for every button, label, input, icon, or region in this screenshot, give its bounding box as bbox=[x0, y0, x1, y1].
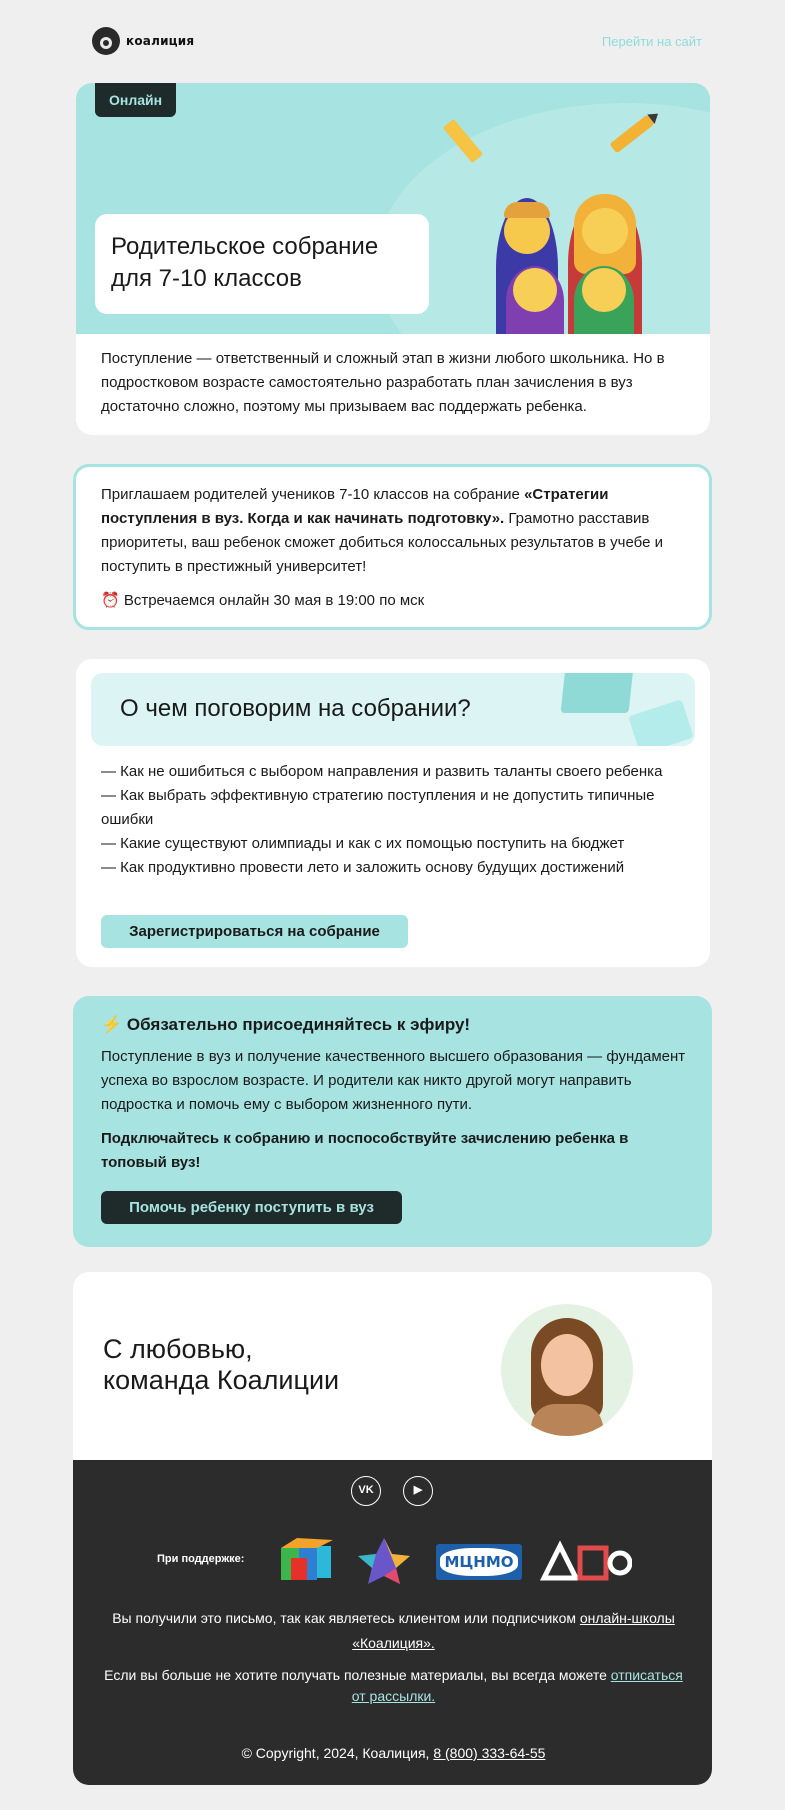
unsubscribe-notice bbox=[101, 1665, 686, 1707]
hero-banner bbox=[76, 83, 710, 334]
invitation-text-intro: Приглашаем родителей учеников 7-10 классов на собрание bbox=[101, 486, 525, 503]
son-figure bbox=[574, 266, 634, 334]
notebook-icon bbox=[628, 699, 694, 746]
invitation-text bbox=[101, 483, 686, 579]
vk-icon[interactable]: VK bbox=[351, 1476, 381, 1506]
hero-title: Родительское собрание для 7-10 классов bbox=[111, 233, 379, 292]
memoji-avatar bbox=[501, 1304, 633, 1436]
join-heading bbox=[101, 1015, 470, 1035]
meeting-time: ⏰ Встречаемся онлайн 30 мая в 19:00 по мск bbox=[101, 592, 425, 609]
topic-item: — Какие существуют олимпиады и как с их помощью поступить на бюджет bbox=[101, 835, 625, 852]
subscription-notice bbox=[101, 1606, 686, 1656]
unsubscribe-text: Если вы больше не хотите получать полезные материалы, вы всегда можете bbox=[104, 1667, 611, 1683]
invitation-event-name: «Стратегии поступления в вуз. Когда и как начинать подготовку». bbox=[101, 486, 609, 527]
topics-header bbox=[91, 673, 695, 746]
signature-line-2: команда Коалиции bbox=[103, 1365, 340, 1395]
partner-dpo-logo-icon bbox=[540, 1536, 632, 1586]
register-button[interactable]: Зарегистрироваться на собрание bbox=[101, 915, 408, 948]
partner-cube-logo-icon bbox=[277, 1536, 335, 1586]
invitation-card bbox=[73, 464, 712, 630]
partner-star-logo-icon bbox=[356, 1536, 412, 1586]
school-link[interactable]: онлайн-школы «Коалиция». bbox=[352, 1610, 675, 1651]
hero-intro-text: Поступление — ответственный и сложный этап в жизни любого школьника. Но в подростковом возрасте самостоятельно разработать план зачисления в вуз достаточно сложно, поэтому мы призываем вас поддержать ребенка. bbox=[101, 350, 665, 415]
hero-card bbox=[76, 83, 710, 435]
partner-mcnmo-logo bbox=[436, 1544, 522, 1580]
family-emoji-illustration bbox=[496, 188, 656, 334]
koalitsiya-logo[interactable] bbox=[92, 24, 194, 58]
topic-item: — Как продуктивно провести лето и заложить основу будущих достижений bbox=[101, 859, 625, 876]
topics-title: О чем поговорим на собрании? bbox=[120, 695, 471, 722]
lightning-icon: ⚡ bbox=[101, 1015, 123, 1034]
logo-text: коалиция bbox=[126, 34, 195, 48]
unsubscribe-link[interactable]: отписаться от рассылки. bbox=[351, 1667, 683, 1704]
phone-link[interactable]: 8 (800) 333-64-55 bbox=[433, 1745, 546, 1761]
daughter-figure bbox=[506, 266, 564, 334]
join-heading-text: Обязательно присоединяйтесь к эфиру! bbox=[126, 1015, 471, 1034]
signature-line-1: С любовью, bbox=[103, 1334, 253, 1364]
notice-text: Вы получили это письмо, так как являетесь клиентом или подписчиком bbox=[112, 1610, 580, 1626]
topic-item: — Как выбрать эффективную стратегию поступления и не допустить типичные ошибки bbox=[101, 787, 655, 828]
email-footer bbox=[73, 1460, 712, 1785]
book-icon bbox=[561, 673, 634, 713]
youtube-icon[interactable]: ▶ bbox=[403, 1476, 433, 1506]
join-stream-card bbox=[73, 996, 712, 1247]
go-to-site-link[interactable]: Перейти на сайт bbox=[601, 34, 702, 49]
copyright-text: © Copyright, 2024, Коалиция, bbox=[241, 1745, 434, 1761]
topics-card bbox=[76, 659, 710, 967]
join-text: Поступление в вуз и получение качественного высшего образования — фундамент успеха во взрослом возрасте. И родители как никто другой могут направить подростка и помочь ему с выбором жизненного пути. bbox=[101, 1048, 686, 1113]
hero-title-box bbox=[95, 214, 429, 314]
email-header bbox=[92, 24, 702, 58]
online-badge: Онлайн bbox=[95, 83, 176, 117]
topics-list bbox=[101, 760, 686, 880]
koala-logo-icon bbox=[92, 27, 120, 55]
mcnmo-text: МЦНМО bbox=[444, 1553, 514, 1571]
join-bold-text: Подключайтесь к собранию и поспособствуйте зачислению ребенка в топовый вуз! bbox=[101, 1130, 629, 1171]
invitation-text-outro: Грамотно расставив приоритеты, ваш ребенок сможет добиться колоссальных результатов в учебе и поступить в престижный университет! bbox=[101, 510, 663, 575]
copyright bbox=[101, 1745, 686, 1761]
topic-item: — Как не ошибиться с выбором направления и развить таланты своего ребенка bbox=[101, 763, 663, 780]
help-child-button[interactable]: Помочь ребенку поступить в вуз bbox=[101, 1191, 402, 1224]
support-label: При поддержке: bbox=[157, 1553, 245, 1565]
signature-text bbox=[103, 1334, 339, 1396]
